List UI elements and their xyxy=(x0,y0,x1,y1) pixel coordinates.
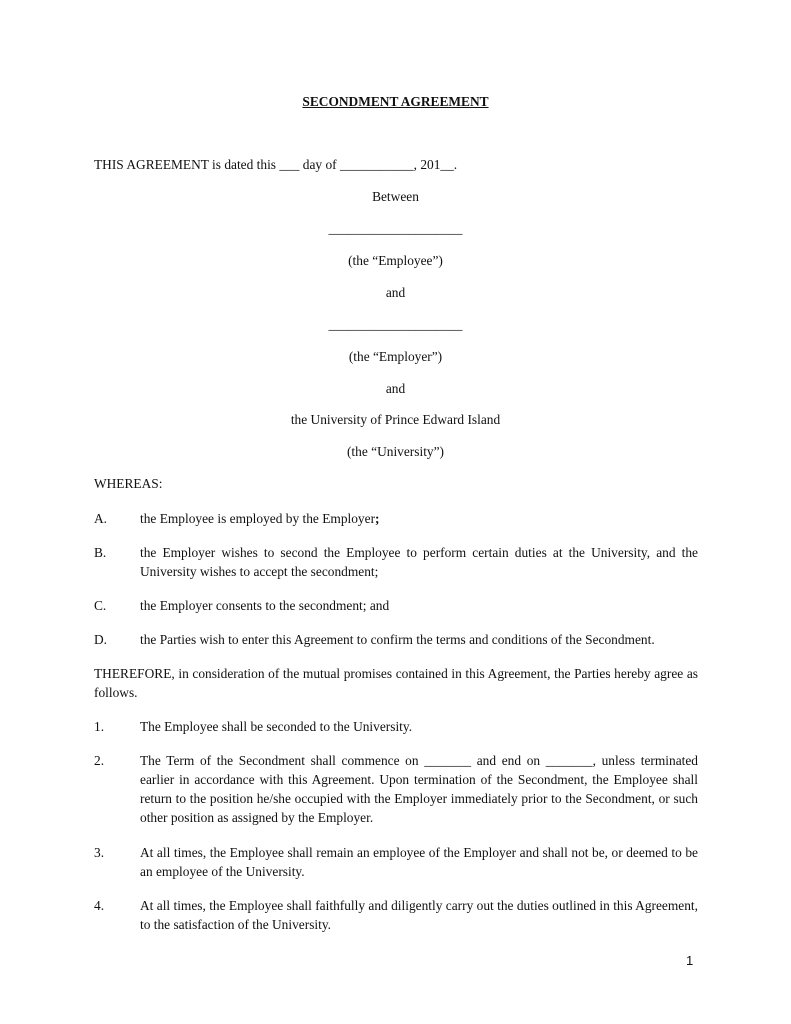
recital-text: the Employer consents to the secondment; and xyxy=(140,598,390,613)
recital-c xyxy=(94,596,698,615)
university-label: (the “University”) xyxy=(346,444,445,459)
clause-text: At all times, the Employee shall faithfully and diligently carry out the duties outlined in this Agreement, to the satisfaction of the University. xyxy=(140,898,698,932)
recital-text: the Employer wishes to second the Employee to perform certain duties at the University, and the University wishes to accept the secondment; xyxy=(140,545,698,579)
recital-b xyxy=(94,543,698,581)
clause-marker: 1. xyxy=(94,719,105,734)
document-title: SECONDMENT AGREEMENT xyxy=(302,94,489,109)
recital-semicolon: ; xyxy=(375,511,380,526)
and-label-1: and xyxy=(385,285,406,300)
employer-label: (the “Employer”) xyxy=(348,349,443,364)
recital-marker: C. xyxy=(94,598,107,613)
employee-name-blank: ____________________ xyxy=(328,221,463,236)
clause-1 xyxy=(94,717,698,736)
clause-text: The Term of the Secondment shall commence on _______ and end on _______, unless terminated earlier in accordance with this Agreement. Upon termination of the Secondment, the Employee shall return to the position he/she occupied with the Employer immediately prior to the Secondment, or such other position as assigned by the Employer. xyxy=(140,753,698,825)
whereas-heading: WHEREAS: xyxy=(94,476,163,491)
clause-4 xyxy=(94,896,698,934)
clause-text: The Employee shall be seconded to the University. xyxy=(140,719,413,734)
clause-2 xyxy=(94,751,698,827)
recital-text: the Parties wish to enter this Agreement to confirm the terms and conditions of the Secondment. xyxy=(140,632,655,647)
employee-label: (the “Employee”) xyxy=(348,253,443,268)
dated-line: THIS AGREEMENT is dated this ___ day of ___________, 201__. xyxy=(94,157,458,172)
between-label: Between xyxy=(372,189,419,204)
recital-text-body: the Employee is employed by the Employer xyxy=(140,511,376,526)
therefore-paragraph: THEREFORE, in consideration of the mutual promises contained in this Agreement, the Parties hereby agree as follows. xyxy=(94,666,698,700)
clause-3 xyxy=(94,843,698,881)
clause-marker: 3. xyxy=(94,845,105,860)
recital-marker: A. xyxy=(94,511,108,526)
employer-name-blank: ____________________ xyxy=(328,317,463,332)
recital-a xyxy=(94,509,698,528)
recital-marker: B. xyxy=(94,545,107,560)
recital-d xyxy=(94,630,698,649)
page-number: 1 xyxy=(686,953,694,968)
clause-marker: 2. xyxy=(94,753,105,768)
clause-text: At all times, the Employee shall remain an employee of the Employer and shall not be, or deemed to be an employee of the University. xyxy=(140,845,698,879)
and-label-2: and xyxy=(385,381,406,396)
recital-marker: D. xyxy=(94,632,108,647)
university-name: the University of Prince Edward Island xyxy=(290,412,501,427)
clause-marker: 4. xyxy=(94,898,105,913)
recital-text xyxy=(140,509,698,528)
